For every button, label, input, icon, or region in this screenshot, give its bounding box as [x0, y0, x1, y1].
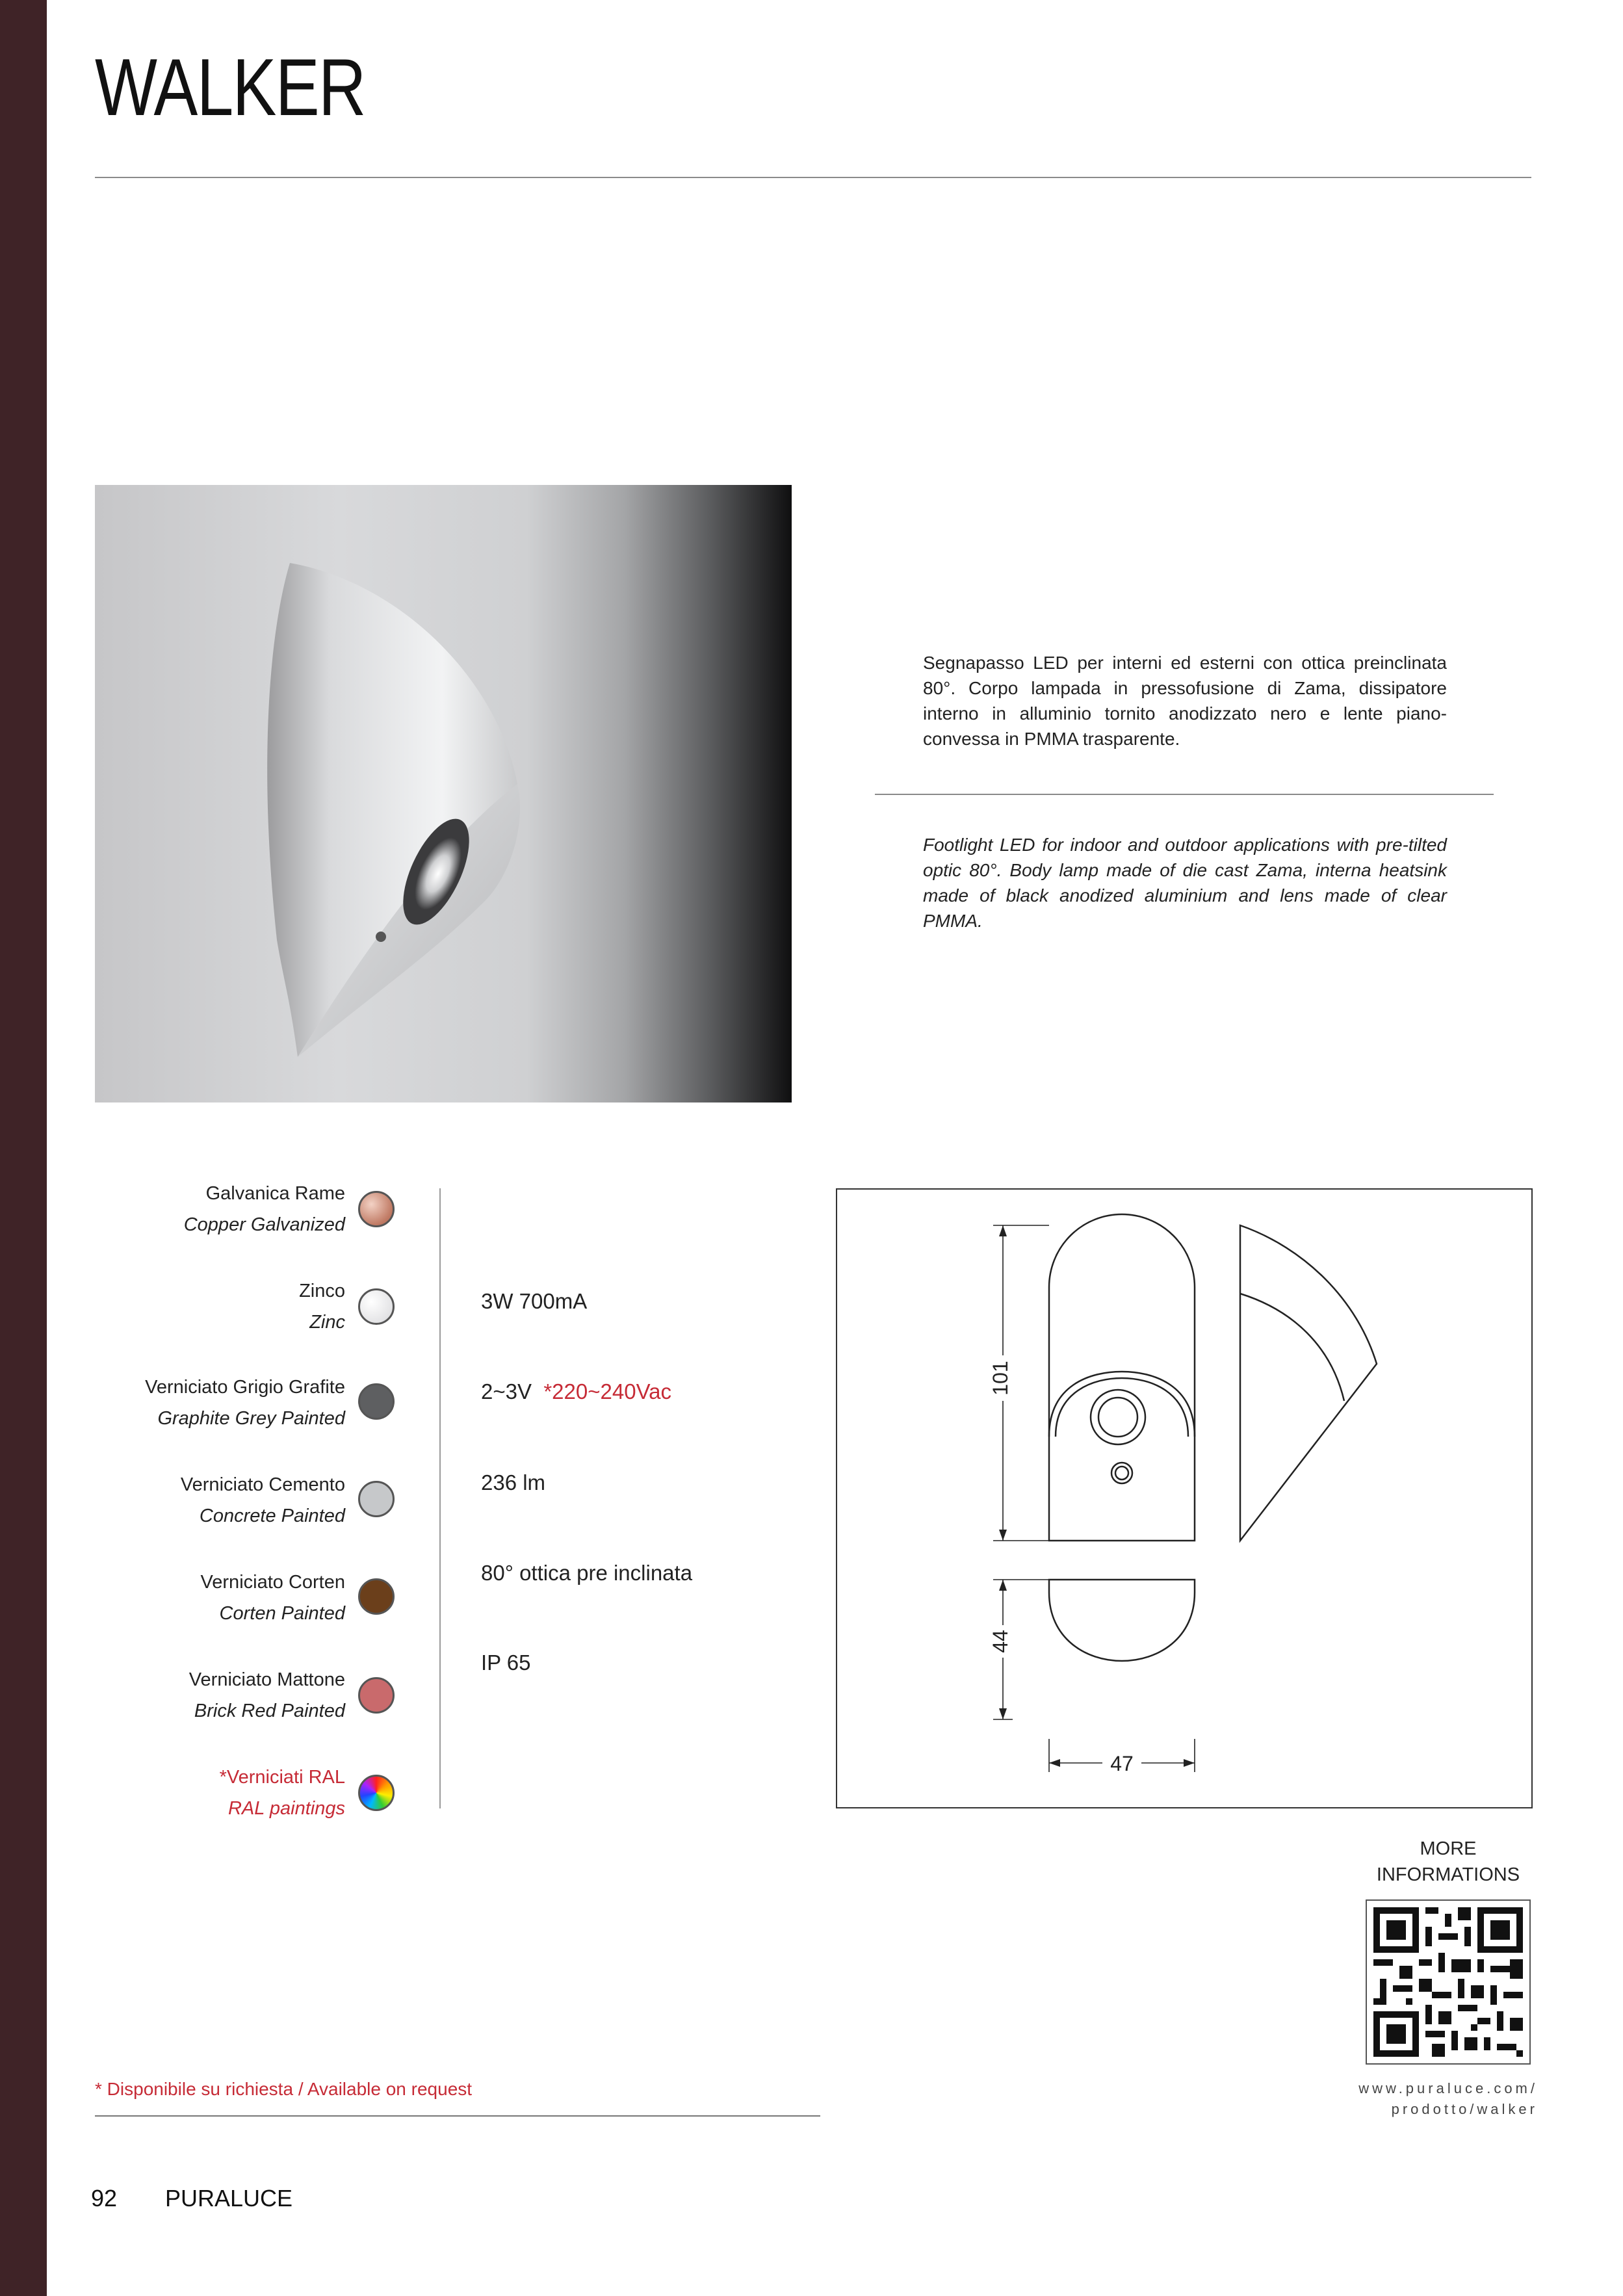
- technical-drawing: [836, 1188, 1533, 1808]
- spec-voltage-value: 2~3V: [481, 1379, 532, 1403]
- swatch-graphite: [358, 1383, 395, 1420]
- spec-lumen: 236 lm: [481, 1470, 546, 1494]
- more-info-label: [1356, 1836, 1540, 1888]
- spec-voltage-option: *220~240Vac: [543, 1379, 671, 1403]
- finish-name-en: Corten Painted: [219, 1603, 345, 1624]
- specs-divider: [439, 1188, 441, 1808]
- product-photo: [95, 485, 792, 1102]
- availability-footnote: * Disponibile su richiesta / Available on request: [95, 2079, 473, 2099]
- description-italian: Segnapasso LED per interni ed esterni con ottica preinclinata 80°. Corpo lampada in pressofusione di Zama, dissipatore interno in alluminio tornito anodizzato nero e lente piano-convessa in PMMA trasparente.: [923, 653, 1447, 749]
- description-english: Footlight LED for indoor and outdoor applications with pre-tilted optic 80°. Body lamp made of die cast Zama, interna heatsink made of black anodized aluminium and lens made of clear PMMA.: [923, 835, 1447, 931]
- product-url-line1[interactable]: www.puraluce.com/: [1358, 2080, 1538, 2096]
- finish-label-ral: [111, 1762, 345, 1824]
- page-number: 92: [91, 2185, 118, 2211]
- finish-name-it: Galvanica Rame: [205, 1183, 345, 1204]
- finish-name-it: Zinco: [299, 1281, 345, 1301]
- finish-name-it: Verniciato Grigio Grafite: [145, 1377, 345, 1398]
- finish-name-it: Verniciato Corten: [200, 1572, 345, 1593]
- finish-label-brick: [111, 1664, 345, 1727]
- swatch-copper: [358, 1191, 395, 1227]
- finish-name-en: Brick Red Painted: [194, 1701, 345, 1721]
- dimension-depth: 44: [989, 1630, 1012, 1653]
- more-info-line2: INFORMATIONS: [1376, 1864, 1520, 1885]
- swatch-ral-rainbow: [358, 1775, 395, 1811]
- finish-name-en: Zinc: [309, 1312, 345, 1333]
- spec-power: 3W 700mA: [481, 1289, 588, 1313]
- dimension-drawing: [837, 1190, 1531, 1807]
- finish-name-it: Verniciato Mattone: [188, 1669, 345, 1690]
- finish-label-graphite: [111, 1372, 345, 1434]
- spec-ip: IP 65: [481, 1650, 531, 1675]
- swatch-zinc: [358, 1288, 395, 1325]
- finish-name-en: RAL paintings: [227, 1798, 345, 1819]
- finish-name-en: Copper Galvanized: [183, 1214, 345, 1235]
- dimension-height: 101: [989, 1361, 1012, 1396]
- qr-code-pattern: [1367, 1901, 1529, 2063]
- swatch-corten: [358, 1578, 395, 1615]
- spec-voltage: [481, 1379, 671, 1405]
- finish-label-corten: [111, 1567, 345, 1629]
- finish-label-concrete: [111, 1469, 345, 1532]
- page-title: WALKER: [95, 43, 365, 133]
- footnote-divider: [95, 2115, 820, 2117]
- description-divider: [875, 794, 1494, 795]
- title-divider: [95, 177, 1531, 178]
- swatch-concrete: [358, 1481, 395, 1517]
- finish-name-en: Concrete Painted: [199, 1506, 345, 1526]
- qr-code[interactable]: [1366, 1899, 1531, 2065]
- dimension-width: 47: [1110, 1752, 1134, 1775]
- finish-name-en: Graphite Grey Painted: [157, 1408, 345, 1429]
- more-info-line1: MORE: [1420, 1838, 1477, 1859]
- walker-lamp-image: [95, 485, 792, 1102]
- finish-label-zinc: [111, 1275, 345, 1338]
- brand-name: PURALUCE: [165, 2185, 293, 2211]
- swatch-brick: [358, 1677, 395, 1714]
- spec-optic: 80° ottica pre inclinata: [481, 1561, 693, 1585]
- product-url-line2[interactable]: prodotto/walker: [1391, 2101, 1538, 2117]
- finish-name-it: *Verniciati RAL: [219, 1767, 345, 1788]
- page-spine-bar: [0, 0, 47, 2296]
- finish-name-it: Verniciato Cemento: [180, 1474, 345, 1495]
- finish-label-copper: [111, 1178, 345, 1240]
